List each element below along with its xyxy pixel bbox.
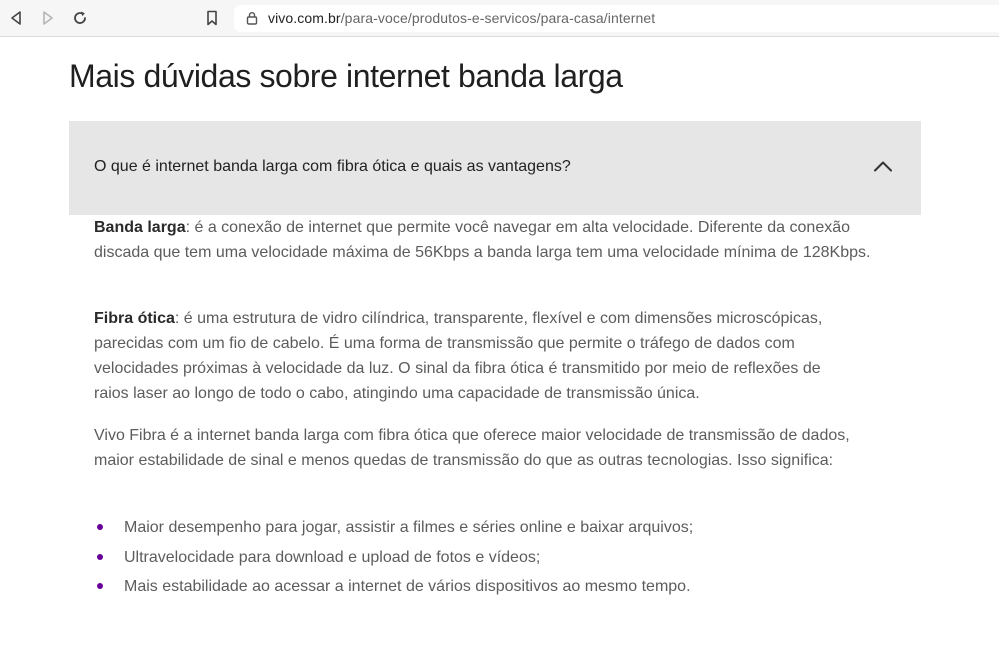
accordion-question[interactable]: O que é internet banda larga com fibra ótica e quais as vantagens? [94, 158, 571, 175]
bullet-dot-icon [97, 554, 103, 560]
list-item [94, 545, 874, 575]
paragraph-fibra-otica [94, 306, 854, 406]
accordion-header[interactable] [69, 121, 921, 215]
page-title: Mais dúvidas sobre internet banda larga [69, 58, 623, 94]
bullet-dot-icon [97, 524, 103, 530]
url-path: /para-voce/produtos-e-servicos/para-casa/internet [340, 10, 656, 26]
list-item-text: Mais estabilidade ao acessar a internet de vários dispositivos ao mesmo tempo. [124, 578, 691, 595]
url-text[interactable] [268, 10, 655, 26]
chevron-up-icon[interactable] [873, 159, 893, 173]
bullet-dot-icon [97, 583, 103, 589]
paragraph-vivo-fibra [94, 423, 864, 473]
list-item-text: Maior desempenho para jogar, assistir a filmes e séries online e baixar arquivos; [124, 519, 694, 536]
lock-icon [246, 11, 258, 25]
list-item [94, 515, 874, 545]
browser-toolbar [0, 0, 999, 37]
back-icon[interactable] [6, 8, 26, 28]
url-host: vivo.com.br [268, 10, 341, 26]
address-bar[interactable] [234, 5, 999, 32]
benefits-list [94, 515, 874, 604]
bookmark-icon[interactable] [202, 8, 222, 28]
vivo-fibra-text: Vivo Fibra é a internet banda larga com fibra ótica que oferece maior velocidade de transmissão de dados, maior estabilidade de sinal e menos quedas de transmissão do que as outras tecnologias. Isso significa: [94, 427, 850, 469]
definition-fibra-otica: : é uma estrutura de vidro cilíndrica, transparente, flexível e com dimensões microscópicas, parecidas com um fio de cabelo. É uma forma de transmissão que permite o tráfego de dados com velocidades próximas à velocidade da luz. O sinal da fibra ótica é transmitido por meio de reflexões de raios laser ao longo de todo o cabo, atingindo uma capacidade de transmissão única. [94, 310, 823, 402]
reload-icon[interactable] [70, 8, 90, 28]
term-banda-larga: Banda larga [94, 219, 186, 236]
list-item-text: Ultravelocidade para download e upload de fotos e vídeos; [124, 548, 541, 566]
paragraph-banda-larga [94, 215, 874, 265]
definition-banda-larga: : é a conexão de internet que permite você navegar em alta velocidade. Diferente da conexão discada que tem uma velocidade máxima de 56Kbps a banda larga tem uma velocidade mínima de 128Kbps. [94, 219, 871, 261]
term-fibra-otica: Fibra ótica [94, 310, 175, 327]
forward-icon[interactable] [38, 8, 58, 28]
list-item [94, 574, 874, 604]
